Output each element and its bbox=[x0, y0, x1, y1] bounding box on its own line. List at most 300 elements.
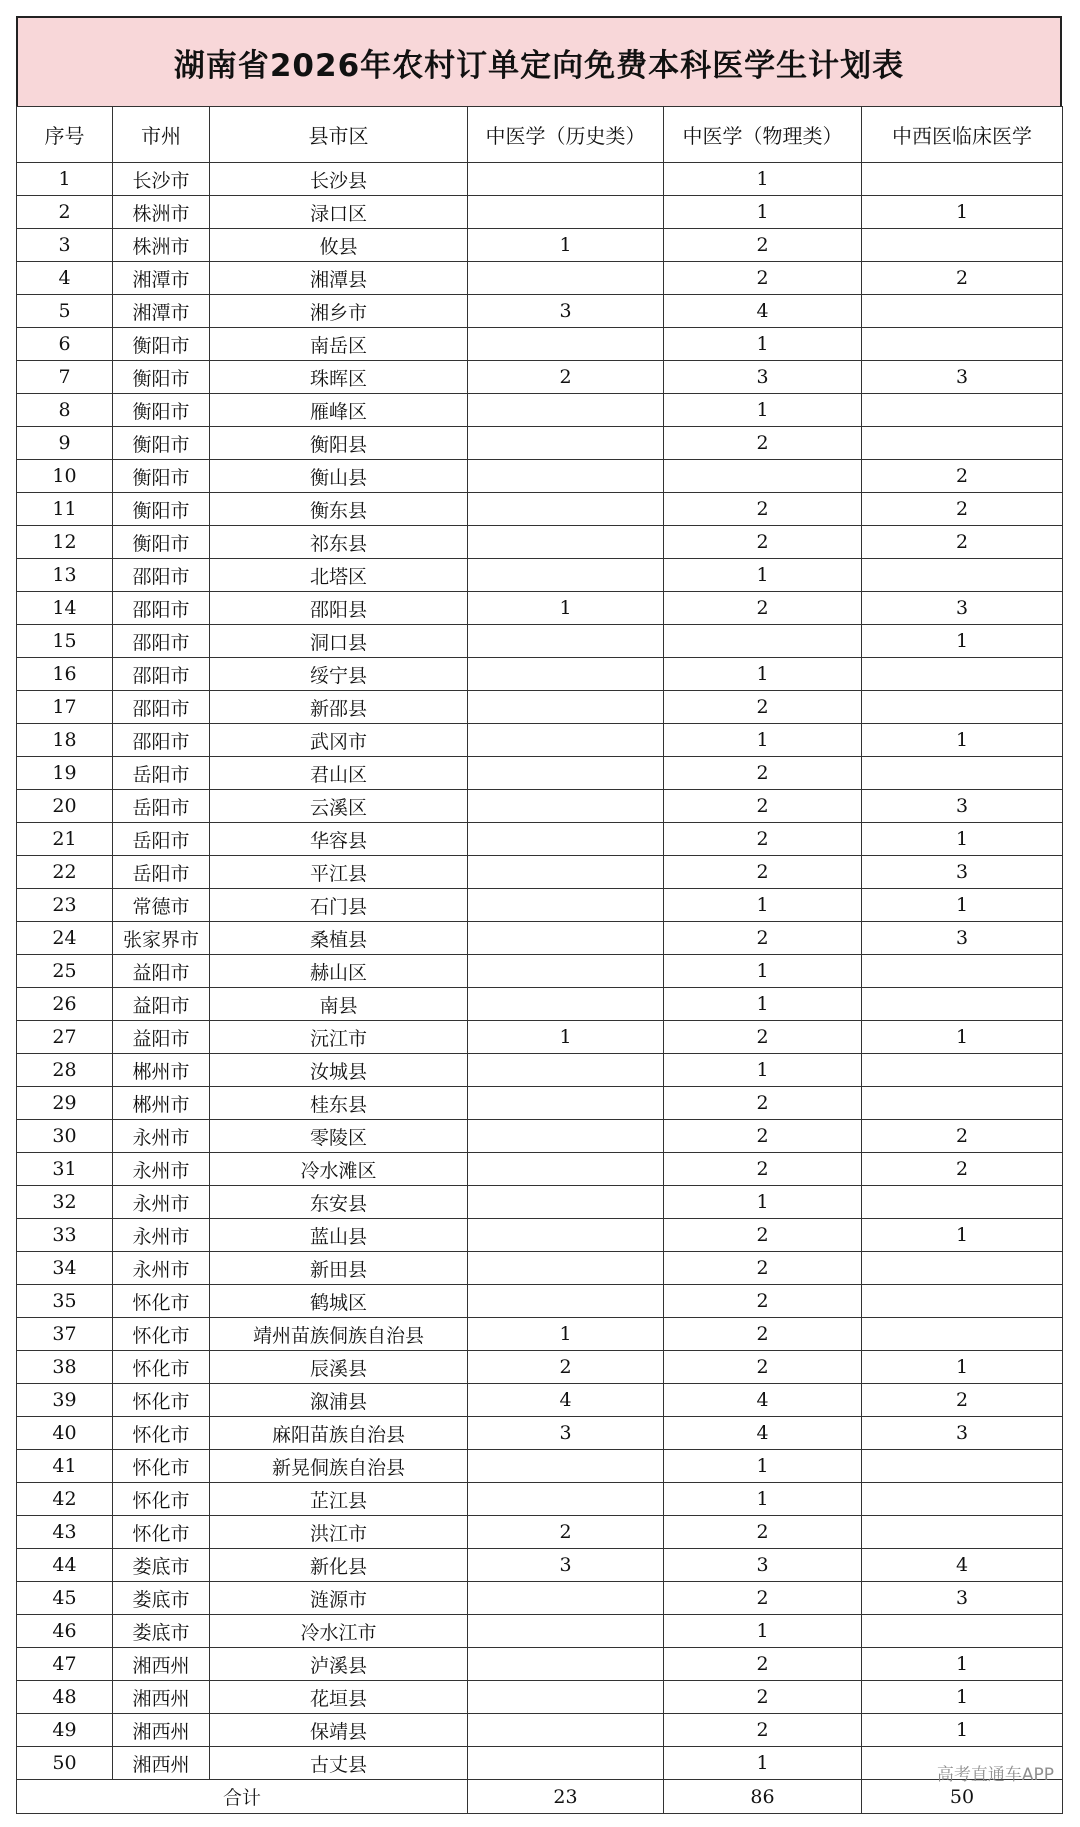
table-row bbox=[17, 1285, 1063, 1318]
row-county: 赫山区 bbox=[210, 955, 468, 988]
row-integrated-clinical: 3 bbox=[862, 856, 1063, 889]
row-city: 益阳市 bbox=[113, 1021, 210, 1054]
row-tcm-history bbox=[468, 1054, 664, 1087]
row-tcm-history bbox=[468, 988, 664, 1021]
col-header-city: 市州 bbox=[113, 107, 210, 163]
row-city: 湘潭市 bbox=[113, 295, 210, 328]
row-number: 21 bbox=[17, 823, 113, 856]
row-number: 3 bbox=[17, 229, 113, 262]
row-tcm-physics: 3 bbox=[664, 361, 862, 394]
row-tcm-history bbox=[468, 889, 664, 922]
row-number: 27 bbox=[17, 1021, 113, 1054]
row-tcm-physics: 1 bbox=[664, 328, 862, 361]
row-tcm-physics: 1 bbox=[664, 196, 862, 229]
table-row bbox=[17, 1516, 1063, 1549]
table-row bbox=[17, 163, 1063, 196]
row-integrated-clinical bbox=[862, 1483, 1063, 1516]
row-tcm-physics: 1 bbox=[664, 658, 862, 691]
row-city: 常德市 bbox=[113, 889, 210, 922]
row-tcm-physics: 1 bbox=[664, 163, 862, 196]
table-row bbox=[17, 823, 1063, 856]
row-city: 永州市 bbox=[113, 1219, 210, 1252]
row-number: 47 bbox=[17, 1648, 113, 1681]
row-city: 岳阳市 bbox=[113, 790, 210, 823]
row-number: 4 bbox=[17, 262, 113, 295]
row-city: 湘西州 bbox=[113, 1681, 210, 1714]
table-row bbox=[17, 1318, 1063, 1351]
row-tcm-history bbox=[468, 922, 664, 955]
table-row bbox=[17, 625, 1063, 658]
table-row bbox=[17, 1087, 1063, 1120]
row-county: 雁峰区 bbox=[210, 394, 468, 427]
row-county: 南县 bbox=[210, 988, 468, 1021]
row-tcm-history bbox=[468, 1252, 664, 1285]
row-county: 平江县 bbox=[210, 856, 468, 889]
row-tcm-history bbox=[468, 724, 664, 757]
row-tcm-history bbox=[468, 625, 664, 658]
row-number: 12 bbox=[17, 526, 113, 559]
row-tcm-physics: 2 bbox=[664, 1219, 862, 1252]
table-row bbox=[17, 955, 1063, 988]
row-city: 湘潭市 bbox=[113, 262, 210, 295]
table-row bbox=[17, 427, 1063, 460]
row-county: 鹤城区 bbox=[210, 1285, 468, 1318]
row-integrated-clinical bbox=[862, 757, 1063, 790]
row-tcm-physics: 2 bbox=[664, 1252, 862, 1285]
row-tcm-history bbox=[468, 1747, 664, 1780]
row-county: 华容县 bbox=[210, 823, 468, 856]
row-tcm-history: 1 bbox=[468, 1318, 664, 1351]
row-city: 邵阳市 bbox=[113, 724, 210, 757]
row-city: 娄底市 bbox=[113, 1615, 210, 1648]
row-city: 郴州市 bbox=[113, 1087, 210, 1120]
row-tcm-physics: 2 bbox=[664, 1648, 862, 1681]
table-row bbox=[17, 1153, 1063, 1186]
row-integrated-clinical: 1 bbox=[862, 1021, 1063, 1054]
row-integrated-clinical bbox=[862, 1450, 1063, 1483]
row-number: 13 bbox=[17, 559, 113, 592]
row-county: 衡山县 bbox=[210, 460, 468, 493]
row-county: 武冈市 bbox=[210, 724, 468, 757]
table-row bbox=[17, 1615, 1063, 1648]
row-county: 冷水滩区 bbox=[210, 1153, 468, 1186]
row-county: 辰溪县 bbox=[210, 1351, 468, 1384]
row-city: 长沙市 bbox=[113, 163, 210, 196]
row-county: 新邵县 bbox=[210, 691, 468, 724]
row-number: 23 bbox=[17, 889, 113, 922]
row-county: 东安县 bbox=[210, 1186, 468, 1219]
table-row bbox=[17, 1054, 1063, 1087]
row-county: 新晃侗族自治县 bbox=[210, 1450, 468, 1483]
table-row bbox=[17, 1186, 1063, 1219]
row-integrated-clinical bbox=[862, 427, 1063, 460]
row-number: 32 bbox=[17, 1186, 113, 1219]
row-county: 北塔区 bbox=[210, 559, 468, 592]
row-tcm-physics: 1 bbox=[664, 724, 862, 757]
row-tcm-physics: 2 bbox=[664, 1351, 862, 1384]
row-tcm-physics: 2 bbox=[664, 493, 862, 526]
row-tcm-physics: 2 bbox=[664, 1285, 862, 1318]
row-integrated-clinical: 2 bbox=[862, 262, 1063, 295]
table-row bbox=[17, 592, 1063, 625]
row-number: 26 bbox=[17, 988, 113, 1021]
row-integrated-clinical: 3 bbox=[862, 790, 1063, 823]
row-integrated-clinical bbox=[862, 1252, 1063, 1285]
row-tcm-history bbox=[468, 1450, 664, 1483]
row-integrated-clinical: 3 bbox=[862, 361, 1063, 394]
row-city: 衡阳市 bbox=[113, 394, 210, 427]
table-title: 湖南省2026年农村订单定向免费本科医学生计划表 bbox=[16, 16, 1062, 106]
table-row bbox=[17, 262, 1063, 295]
row-tcm-physics: 2 bbox=[664, 1087, 862, 1120]
row-tcm-physics: 2 bbox=[664, 262, 862, 295]
row-number: 45 bbox=[17, 1582, 113, 1615]
row-integrated-clinical: 3 bbox=[862, 1582, 1063, 1615]
watermark: 高考直通车APP bbox=[936, 1765, 1054, 1785]
row-number: 18 bbox=[17, 724, 113, 757]
row-city: 怀化市 bbox=[113, 1483, 210, 1516]
total-row bbox=[17, 1780, 1063, 1814]
row-integrated-clinical bbox=[862, 988, 1063, 1021]
row-tcm-physics: 1 bbox=[664, 955, 862, 988]
row-tcm-history: 1 bbox=[468, 592, 664, 625]
row-tcm-physics bbox=[664, 460, 862, 493]
row-tcm-history: 2 bbox=[468, 1351, 664, 1384]
row-tcm-physics: 1 bbox=[664, 1747, 862, 1780]
col-header-integrated-clinical: 中西医临床医学 bbox=[862, 107, 1063, 163]
row-tcm-history bbox=[468, 1285, 664, 1318]
row-city: 邵阳市 bbox=[113, 592, 210, 625]
row-tcm-physics: 2 bbox=[664, 1021, 862, 1054]
table-row bbox=[17, 1747, 1063, 1780]
row-integrated-clinical: 1 bbox=[862, 1648, 1063, 1681]
row-number: 40 bbox=[17, 1417, 113, 1450]
table-row bbox=[17, 691, 1063, 724]
row-integrated-clinical: 3 bbox=[862, 1417, 1063, 1450]
table-row bbox=[17, 1351, 1063, 1384]
row-integrated-clinical bbox=[862, 328, 1063, 361]
col-header-tcm-physics: 中医学（物理类） bbox=[664, 107, 862, 163]
table-row bbox=[17, 790, 1063, 823]
table-row bbox=[17, 295, 1063, 328]
row-city: 永州市 bbox=[113, 1120, 210, 1153]
row-integrated-clinical: 3 bbox=[862, 592, 1063, 625]
row-county: 衡阳县 bbox=[210, 427, 468, 460]
row-city: 衡阳市 bbox=[113, 427, 210, 460]
row-county: 南岳区 bbox=[210, 328, 468, 361]
row-tcm-history bbox=[468, 1120, 664, 1153]
row-tcm-history bbox=[468, 328, 664, 361]
row-tcm-history bbox=[468, 823, 664, 856]
table-row bbox=[17, 1417, 1063, 1450]
row-tcm-history: 2 bbox=[468, 361, 664, 394]
table-row bbox=[17, 1681, 1063, 1714]
table-row bbox=[17, 460, 1063, 493]
row-city: 株洲市 bbox=[113, 229, 210, 262]
row-number: 34 bbox=[17, 1252, 113, 1285]
row-city: 娄底市 bbox=[113, 1549, 210, 1582]
row-tcm-history: 3 bbox=[468, 1417, 664, 1450]
row-integrated-clinical: 1 bbox=[862, 1351, 1063, 1384]
col-header-no: 序号 bbox=[17, 107, 113, 163]
col-header-tcm-history: 中医学（历史类） bbox=[468, 107, 664, 163]
row-tcm-physics: 2 bbox=[664, 856, 862, 889]
row-county: 绥宁县 bbox=[210, 658, 468, 691]
row-county: 渌口区 bbox=[210, 196, 468, 229]
row-tcm-physics bbox=[664, 625, 862, 658]
row-county: 祁东县 bbox=[210, 526, 468, 559]
row-integrated-clinical bbox=[862, 295, 1063, 328]
row-tcm-physics: 1 bbox=[664, 988, 862, 1021]
row-number: 17 bbox=[17, 691, 113, 724]
row-city: 衡阳市 bbox=[113, 493, 210, 526]
row-tcm-physics: 1 bbox=[664, 394, 862, 427]
row-integrated-clinical: 1 bbox=[862, 196, 1063, 229]
row-county: 云溪区 bbox=[210, 790, 468, 823]
row-number: 42 bbox=[17, 1483, 113, 1516]
table-row bbox=[17, 988, 1063, 1021]
row-integrated-clinical: 1 bbox=[862, 889, 1063, 922]
row-county: 芷江县 bbox=[210, 1483, 468, 1516]
row-county: 石门县 bbox=[210, 889, 468, 922]
row-tcm-history: 1 bbox=[468, 229, 664, 262]
row-tcm-history bbox=[468, 1582, 664, 1615]
row-tcm-physics: 2 bbox=[664, 757, 862, 790]
row-tcm-physics: 1 bbox=[664, 1450, 862, 1483]
table-row bbox=[17, 559, 1063, 592]
table-row bbox=[17, 1714, 1063, 1747]
row-county: 珠晖区 bbox=[210, 361, 468, 394]
row-tcm-physics: 3 bbox=[664, 1549, 862, 1582]
header-row bbox=[17, 107, 1063, 163]
row-tcm-history bbox=[468, 1186, 664, 1219]
row-tcm-physics: 2 bbox=[664, 823, 862, 856]
table-row bbox=[17, 1582, 1063, 1615]
total-tcm-history: 23 bbox=[468, 1780, 664, 1814]
row-number: 31 bbox=[17, 1153, 113, 1186]
row-tcm-physics: 1 bbox=[664, 1054, 862, 1087]
table-row bbox=[17, 1252, 1063, 1285]
row-county: 桂东县 bbox=[210, 1087, 468, 1120]
row-city: 永州市 bbox=[113, 1186, 210, 1219]
row-city: 怀化市 bbox=[113, 1351, 210, 1384]
row-city: 邵阳市 bbox=[113, 658, 210, 691]
row-number: 8 bbox=[17, 394, 113, 427]
row-number: 9 bbox=[17, 427, 113, 460]
row-tcm-physics: 4 bbox=[664, 1417, 862, 1450]
row-city: 湘西州 bbox=[113, 1714, 210, 1747]
row-tcm-history: 1 bbox=[468, 1021, 664, 1054]
row-county: 零陵区 bbox=[210, 1120, 468, 1153]
row-county: 湘乡市 bbox=[210, 295, 468, 328]
row-integrated-clinical: 1 bbox=[862, 724, 1063, 757]
table-row bbox=[17, 196, 1063, 229]
row-integrated-clinical: 1 bbox=[862, 1714, 1063, 1747]
row-tcm-history bbox=[468, 1681, 664, 1714]
col-header-county: 县市区 bbox=[210, 107, 468, 163]
row-tcm-physics: 2 bbox=[664, 1681, 862, 1714]
row-county: 邵阳县 bbox=[210, 592, 468, 625]
row-number: 20 bbox=[17, 790, 113, 823]
row-integrated-clinical: 1 bbox=[862, 1219, 1063, 1252]
row-tcm-physics: 2 bbox=[664, 592, 862, 625]
row-integrated-clinical: 2 bbox=[862, 493, 1063, 526]
row-county: 新化县 bbox=[210, 1549, 468, 1582]
row-number: 48 bbox=[17, 1681, 113, 1714]
row-number: 16 bbox=[17, 658, 113, 691]
row-tcm-physics: 4 bbox=[664, 1384, 862, 1417]
row-tcm-physics: 1 bbox=[664, 1483, 862, 1516]
table-row bbox=[17, 889, 1063, 922]
row-integrated-clinical bbox=[862, 658, 1063, 691]
table-row bbox=[17, 394, 1063, 427]
row-tcm-physics: 2 bbox=[664, 1318, 862, 1351]
row-tcm-history bbox=[468, 559, 664, 592]
row-tcm-history bbox=[468, 757, 664, 790]
row-number: 43 bbox=[17, 1516, 113, 1549]
row-tcm-physics: 2 bbox=[664, 427, 862, 460]
row-city: 怀化市 bbox=[113, 1285, 210, 1318]
row-integrated-clinical: 1 bbox=[862, 823, 1063, 856]
row-number: 19 bbox=[17, 757, 113, 790]
row-county: 桑植县 bbox=[210, 922, 468, 955]
row-city: 永州市 bbox=[113, 1153, 210, 1186]
row-number: 11 bbox=[17, 493, 113, 526]
table-row bbox=[17, 856, 1063, 889]
row-city: 郴州市 bbox=[113, 1054, 210, 1087]
row-integrated-clinical bbox=[862, 1516, 1063, 1549]
table-row bbox=[17, 1384, 1063, 1417]
row-county: 长沙县 bbox=[210, 163, 468, 196]
row-city: 衡阳市 bbox=[113, 460, 210, 493]
row-county: 洞口县 bbox=[210, 625, 468, 658]
row-city: 怀化市 bbox=[113, 1417, 210, 1450]
row-city: 衡阳市 bbox=[113, 361, 210, 394]
row-city: 株洲市 bbox=[113, 196, 210, 229]
row-city: 湘西州 bbox=[113, 1747, 210, 1780]
row-county: 湘潭县 bbox=[210, 262, 468, 295]
row-tcm-physics: 2 bbox=[664, 691, 862, 724]
row-tcm-physics: 2 bbox=[664, 1153, 862, 1186]
row-number: 38 bbox=[17, 1351, 113, 1384]
row-integrated-clinical bbox=[862, 1615, 1063, 1648]
row-tcm-history bbox=[468, 955, 664, 988]
row-county: 涟源市 bbox=[210, 1582, 468, 1615]
row-city: 湘西州 bbox=[113, 1648, 210, 1681]
table-row bbox=[17, 757, 1063, 790]
row-integrated-clinical bbox=[862, 1087, 1063, 1120]
row-integrated-clinical: 3 bbox=[862, 922, 1063, 955]
row-county: 汝城县 bbox=[210, 1054, 468, 1087]
row-county: 蓝山县 bbox=[210, 1219, 468, 1252]
row-county: 沅江市 bbox=[210, 1021, 468, 1054]
row-tcm-history bbox=[468, 1483, 664, 1516]
row-integrated-clinical bbox=[862, 394, 1063, 427]
row-city: 邵阳市 bbox=[113, 559, 210, 592]
row-integrated-clinical bbox=[862, 1054, 1063, 1087]
row-integrated-clinical bbox=[862, 559, 1063, 592]
row-county: 保靖县 bbox=[210, 1714, 468, 1747]
row-number: 24 bbox=[17, 922, 113, 955]
row-tcm-physics: 2 bbox=[664, 1120, 862, 1153]
row-tcm-physics: 2 bbox=[664, 1714, 862, 1747]
row-city: 永州市 bbox=[113, 1252, 210, 1285]
row-tcm-history: 3 bbox=[468, 1549, 664, 1582]
row-integrated-clinical: 1 bbox=[862, 625, 1063, 658]
row-tcm-history bbox=[468, 163, 664, 196]
row-county: 花垣县 bbox=[210, 1681, 468, 1714]
row-tcm-history bbox=[468, 1219, 664, 1252]
row-tcm-history: 4 bbox=[468, 1384, 664, 1417]
row-county: 泸溪县 bbox=[210, 1648, 468, 1681]
row-tcm-history bbox=[468, 427, 664, 460]
row-tcm-history bbox=[468, 856, 664, 889]
row-number: 1 bbox=[17, 163, 113, 196]
row-county: 君山区 bbox=[210, 757, 468, 790]
row-county: 衡东县 bbox=[210, 493, 468, 526]
row-number: 2 bbox=[17, 196, 113, 229]
table-row bbox=[17, 1120, 1063, 1153]
row-number: 5 bbox=[17, 295, 113, 328]
row-city: 怀化市 bbox=[113, 1450, 210, 1483]
row-tcm-physics: 1 bbox=[664, 889, 862, 922]
row-tcm-history bbox=[468, 1087, 664, 1120]
row-tcm-history bbox=[468, 1714, 664, 1747]
row-integrated-clinical bbox=[862, 1186, 1063, 1219]
plan-table bbox=[16, 106, 1063, 1814]
table-row bbox=[17, 1219, 1063, 1252]
row-tcm-physics: 2 bbox=[664, 526, 862, 559]
table-row bbox=[17, 1549, 1063, 1582]
row-tcm-history bbox=[468, 526, 664, 559]
row-tcm-history bbox=[468, 1615, 664, 1648]
row-city: 怀化市 bbox=[113, 1384, 210, 1417]
row-city: 岳阳市 bbox=[113, 823, 210, 856]
row-city: 怀化市 bbox=[113, 1318, 210, 1351]
row-integrated-clinical bbox=[862, 163, 1063, 196]
row-number: 29 bbox=[17, 1087, 113, 1120]
row-integrated-clinical bbox=[862, 229, 1063, 262]
row-number: 22 bbox=[17, 856, 113, 889]
row-integrated-clinical bbox=[862, 1318, 1063, 1351]
row-tcm-history bbox=[468, 1153, 664, 1186]
row-county: 洪江市 bbox=[210, 1516, 468, 1549]
row-county: 古丈县 bbox=[210, 1747, 468, 1780]
row-tcm-history bbox=[468, 262, 664, 295]
table-row bbox=[17, 1648, 1063, 1681]
row-number: 15 bbox=[17, 625, 113, 658]
row-city: 岳阳市 bbox=[113, 856, 210, 889]
row-integrated-clinical: 2 bbox=[862, 526, 1063, 559]
row-tcm-physics: 2 bbox=[664, 229, 862, 262]
row-number: 50 bbox=[17, 1747, 113, 1780]
table-row bbox=[17, 1483, 1063, 1516]
table-row bbox=[17, 526, 1063, 559]
table-row bbox=[17, 493, 1063, 526]
row-integrated-clinical bbox=[862, 955, 1063, 988]
row-number: 39 bbox=[17, 1384, 113, 1417]
total-label: 合计 bbox=[17, 1780, 468, 1814]
row-tcm-history: 3 bbox=[468, 295, 664, 328]
table-row bbox=[17, 229, 1063, 262]
row-number: 37 bbox=[17, 1318, 113, 1351]
row-integrated-clinical: 1 bbox=[862, 1681, 1063, 1714]
row-number: 6 bbox=[17, 328, 113, 361]
row-tcm-physics: 2 bbox=[664, 1582, 862, 1615]
table-row bbox=[17, 328, 1063, 361]
row-tcm-history bbox=[468, 790, 664, 823]
row-county: 溆浦县 bbox=[210, 1384, 468, 1417]
